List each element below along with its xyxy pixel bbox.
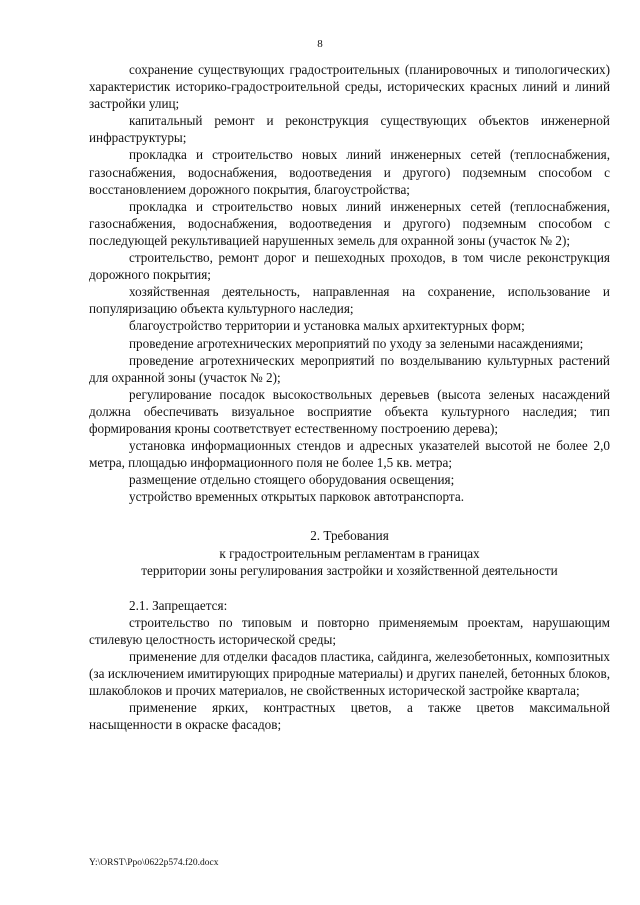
subsection-title: 2.1. Запрещается: (129, 597, 228, 613)
list-item: проведение агротехнических мероприятий по возделыванию культурных растений для охранной зоны (участок № 2); (89, 352, 610, 385)
list-item: благоустройство территории и установка малых архитектурных форм; (129, 318, 525, 334)
section-heading-number: 2. Требования (310, 528, 389, 544)
list-item: размещение отдельно стоящего оборудования освещения; (129, 472, 455, 488)
section-heading-line: к градостроительным регламентам в границах (219, 545, 480, 561)
list-item: проведение агротехнических мероприятий по уходу за зелеными насаждениями; (129, 335, 584, 351)
list-item: строительство, ремонт дорог и пешеходных проходов, в том числе реконструкция дорожного покрытия; (89, 250, 610, 283)
section-heading (89, 527, 610, 578)
list-item: применение ярких, контрастных цветов, а также цветов максимальной насыщенности в окраске фасадов; (89, 700, 610, 733)
list-item: прокладка и строительство новых линий инженерных сетей (теплоснабжения, газоснабжения, водоснабжения, водоотведения и другого) подземным способом с восстановлением дорожного покрытия, благоустройства; (89, 147, 610, 197)
list-item: строительство по типовым и повторно применяемым проектам, нарушающим стилевую целостность исторической среды; (89, 614, 610, 647)
list-item: регулирование посадок высокоствольных деревьев (высота зеленых насаждений должна обеспечивать визуальное восприятие объекта культурного наследия; тип формирования кроны соответствует естественному построению дерева); (89, 386, 610, 436)
page-number: 8 (317, 38, 323, 50)
section-heading-line: территории зоны регулирования застройки и хозяйственной деятельности (141, 562, 558, 578)
list-item: капитальный ремонт и реконструкция существующих объектов инженерной инфраструктуры; (89, 113, 610, 146)
list-item: применение для отделки фасадов пластика, сайдинга, железобетонных, композитных (за исключением имитирующих природные материалы) и других панелей, бетонных блоков, шлакоблоков и прочих материалов, не свойственных исторической застройке квартала; (89, 649, 610, 699)
list-item: прокладка и строительство новых линий инженерных сетей (теплоснабжения, газоснабжения, водоснабжения, водоотведения и другого) подземным способом с последующей рекультивацией нарушенных земель для охранной зоны (участок № 2); (89, 198, 610, 248)
list-item: устройство временных открытых парковок автотранспорта. (129, 489, 465, 505)
document-body (89, 61, 610, 733)
list-item: сохранение существующих градостроительных (планировочных и типологических) характеристик историко-градостроительной среды, исторических красных линий и линий застройки улиц; (89, 62, 610, 112)
footer-file-path: Y:\ORST\Ppo\0622p574.f20.docx (89, 858, 219, 868)
list-item: хозяйственная деятельность, направленная на сохранение, использование и популяризацию объекта культурного наследия; (89, 284, 610, 317)
list-item: установка информационных стендов и адресных указателей высотой не более 2,0 метра, площадью информационного поля не более 1,5 кв. метра; (89, 438, 610, 471)
